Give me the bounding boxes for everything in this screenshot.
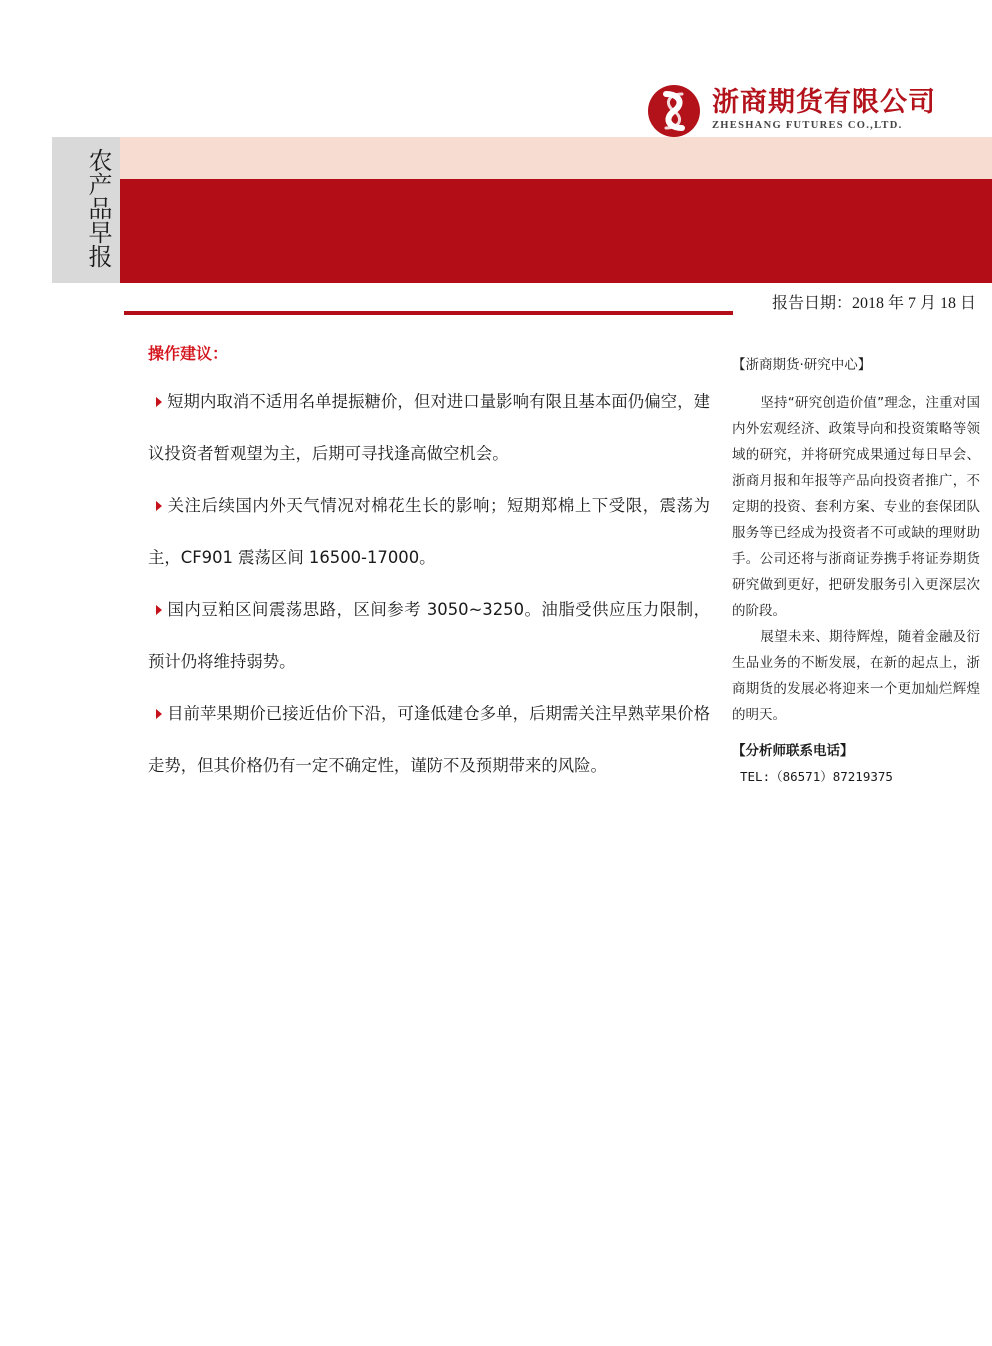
report-category: 农产品早报 <box>84 148 112 268</box>
advice-item <box>148 584 710 688</box>
bullet-arrow-icon <box>156 709 162 719</box>
advice-item <box>148 688 710 792</box>
section-title: 操作建议： <box>148 344 229 363</box>
advice-text: 关注后续国内外天气情况对棉花生长的影响；短期郑棉上下受限，震荡为主，CF901 震荡区间 16500-17000。 <box>148 496 710 567</box>
bullet-arrow-icon <box>156 501 162 511</box>
report-date: 报告日期：2018 年 7 月 18 日 <box>771 295 976 312</box>
advice-item <box>148 376 710 480</box>
company-name-cn: 浙商期货有限公司 <box>712 87 936 118</box>
org-intro-paragraph: 坚持“研究创造价值”理念，注重对国内外宏观经济、政策导向和投资策略等领域的研究，并将研究成果通过每日早会、浙商月报和年报等产品向投资者推广，不定期的投资、套利方案、专业的套保团队服务等已经成为投资者不可或缺的理财助手。公司还将与浙商证券携手将证券期货研究做到更好，把研发服务引入更深层次的阶段。 <box>732 395 980 619</box>
zheshang-logo-mark-icon <box>646 84 702 138</box>
advice-text: 短期内取消不适用名单提振糖价，但对进口量影响有限且基本面仍偏空，建议投资者暂观望为主，后期可寻找逢高做空机会。 <box>148 392 710 463</box>
header-accent-band <box>120 179 992 283</box>
sidebar <box>732 352 980 790</box>
advice-text: 国内豆粕区间震荡思路，区间参考 3050~3250。油脂受供应压力限制，预计仍将维持弱势。 <box>148 600 710 671</box>
company-logo <box>646 84 936 138</box>
bullet-arrow-icon <box>156 605 162 615</box>
section-divider <box>124 311 733 315</box>
advice-item <box>148 480 710 584</box>
contact-heading: 【分析师联系电话】 <box>732 743 854 759</box>
header-band <box>120 137 992 312</box>
org-heading: 【浙商期货·研究中心】 <box>732 357 872 373</box>
bullet-arrow-icon <box>156 397 162 407</box>
org-outlook-paragraph: 展望未来、期待辉煌，随着金融及衍生品业务的不断发展，在新的起点上，浙商期货的发展必将迎来一个更加灿烂辉煌的明天。 <box>732 629 980 723</box>
company-name-en: ZHESHANG FUTURES CO.,LTD. <box>712 120 903 131</box>
contact-phone: TEL:（86571）87219375 <box>740 769 893 784</box>
advice-text: 目前苹果期价已接近估价下沿，可逢低建仓多单，后期需关注早熟苹果价格走势，但其价格仍有一定不确定性，谨防不及预期带来的风险。 <box>148 704 710 775</box>
